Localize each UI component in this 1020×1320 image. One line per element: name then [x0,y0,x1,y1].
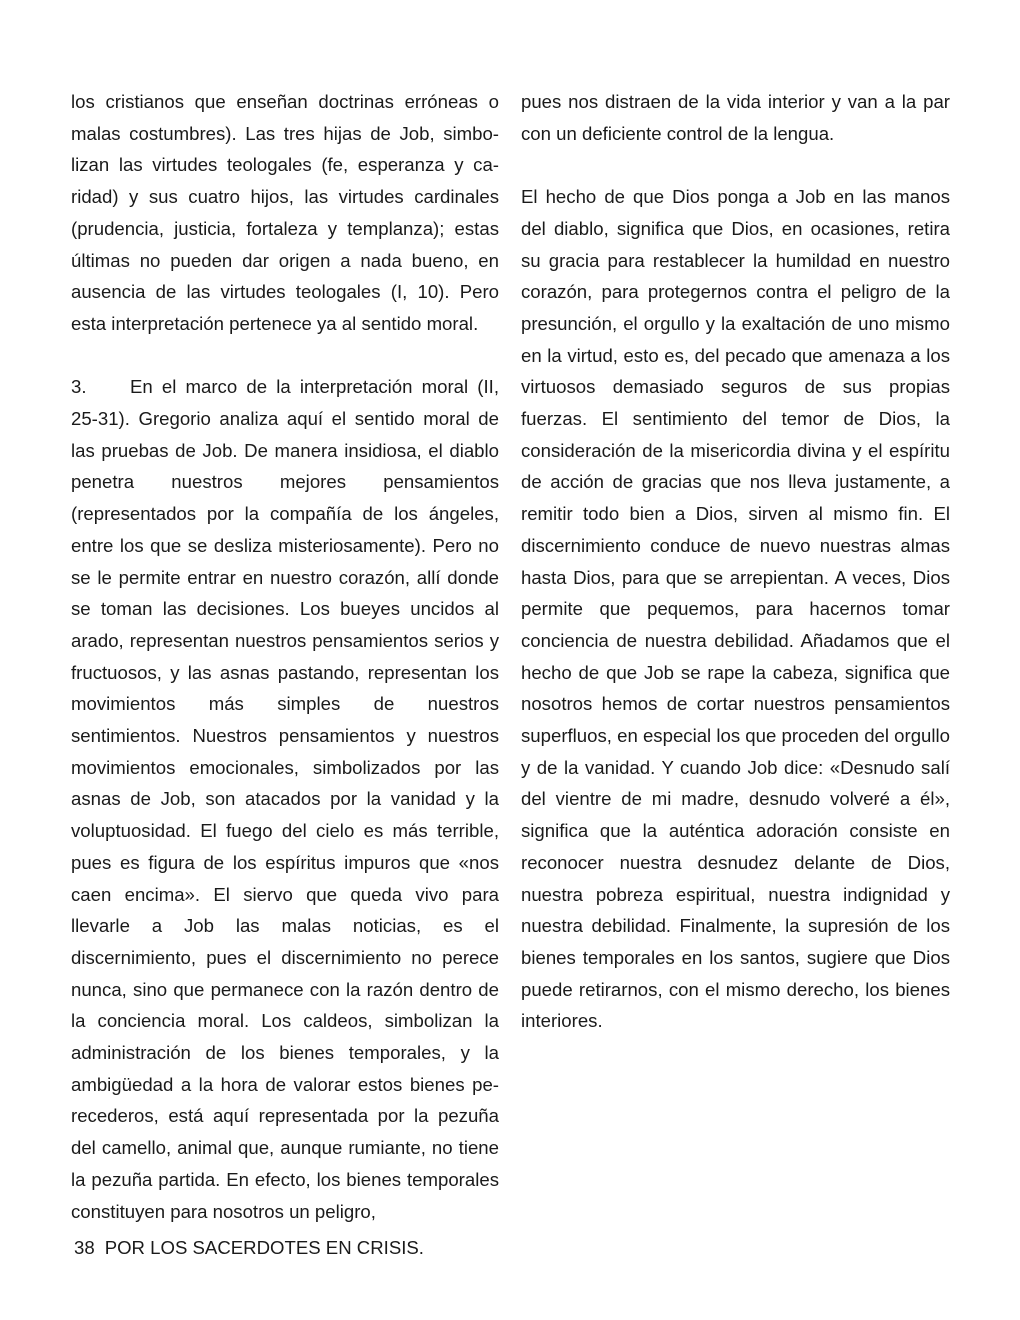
right-column [521,86,950,1037]
paragraph-number: 3. [71,376,87,398]
page-footer [74,1236,424,1260]
paragraph-continuation: los cristianos que enseñan doctrinas erróneas o malas costumbres). Las tres hijas de Job, simbolizan las virtudes teologales (fe, esperanza y caridad) y sus cuatro hijos, las virtudes cardinales (prudencia, justicia, fortaleza y templanza); estas últimas no pueden dar origen a nada bueno, en ausencia de las virtudes teologales (I, 10). Pero esta interpretación pertenece ya al sentido moral. [71,91,499,334]
paragraph-continuation: pues nos distraen de la vida interior y van a la par con un deficiente control de la lengua. [521,91,950,144]
paragraph-text: En el marco de la interpretación moral (II, 25-31). Gregorio analiza aquí el sentido moral de las pruebas de Job. De manera insidiosa, el diablo penetra nuestros mejores pensamientos (representados por la compañía de los ángeles, entre los que se desliza misteriosamente). Pero no se le permite entrar en nuestro corazón, allí donde se toman las decisiones. Los bueyes uncidos al arado, representan nuestros pensamientos serios y fructuosos, y las asnas pastando, representan los movimientos más simples de nuestros sentimientos. Nuestros pensamientos y nuestros movimientos emocionales, simbolizados por las asnas de Job, son atacados por la vanidad y la voluptuosidad. El fuego del cielo es más terrible, pues es figura de los espíritus impuros que «nos caen encima». El siervo que queda vivo para llevarle a Job las malas noticias, es el discernimiento, pues el discernimiento no perece nunca, sino que permanece con la razón dentro de la conciencia moral. Los caldeos, simbolizan la administración de los bienes temporales, y la ambigüedad a la hora de valorar estos bienes perecederos, está aquí representada por la pezuña del camello, animal que, aunque rumiante, no tiene la pezuña partida. En efecto, los bienes temporales constituyen para nosotros un peligro, [71,376,499,1222]
page-number: 38 [74,1237,95,1258]
paragraph-numbered [71,371,499,1227]
paragraph-text: El hecho de que Dios ponga a Job en las manos del diablo, significa que Dios, en ocasiones, retira su gracia para restablecer la humildad en nuestro corazón, para protegernos contra el peligro de la presunción, el orgullo y la exaltación de uno mismo en la virtud, esto es, del pecado que amenaza a los virtuosos demasiado seguros de sus propias fuerzas. El sentimiento del temor de Dios, la consideración de la misericordia divina y el espíritu de acción de gracias que nos lleva justamente, a remitir todo bien a Dios, sirven al mismo fin. El discernimiento conduce de nuevo nuestras almas hasta Dios, para que se arrepientan. A veces, Dios permite que pequemos, para hacernos tomar conciencia de nuestra debilidad. Añadamos que el hecho de que Job se rape la cabeza, significa que nosotros hemos de cortar nuestros pensamientos superfluos, en especial los que proceden del orgullo y de la vanidad. Y cuando Job dice: «Desnudo salí del vientre de mi madre, desnudo volveré a él», significa que la auténtica adoración consiste en reconocer nuestra desnudez delante de Dios, nuestra pobreza espiritual, nuestra indignidad y nuestra debilidad. Finalmente, la supresión de los bienes temporales en los santos, sugiere que Dios puede retirarnos, con el mismo derecho, los bienes interiores. [521,186,950,1032]
left-column [71,86,499,1227]
running-title: POR LOS SACERDOTES EN CRISIS. [104,1237,424,1258]
